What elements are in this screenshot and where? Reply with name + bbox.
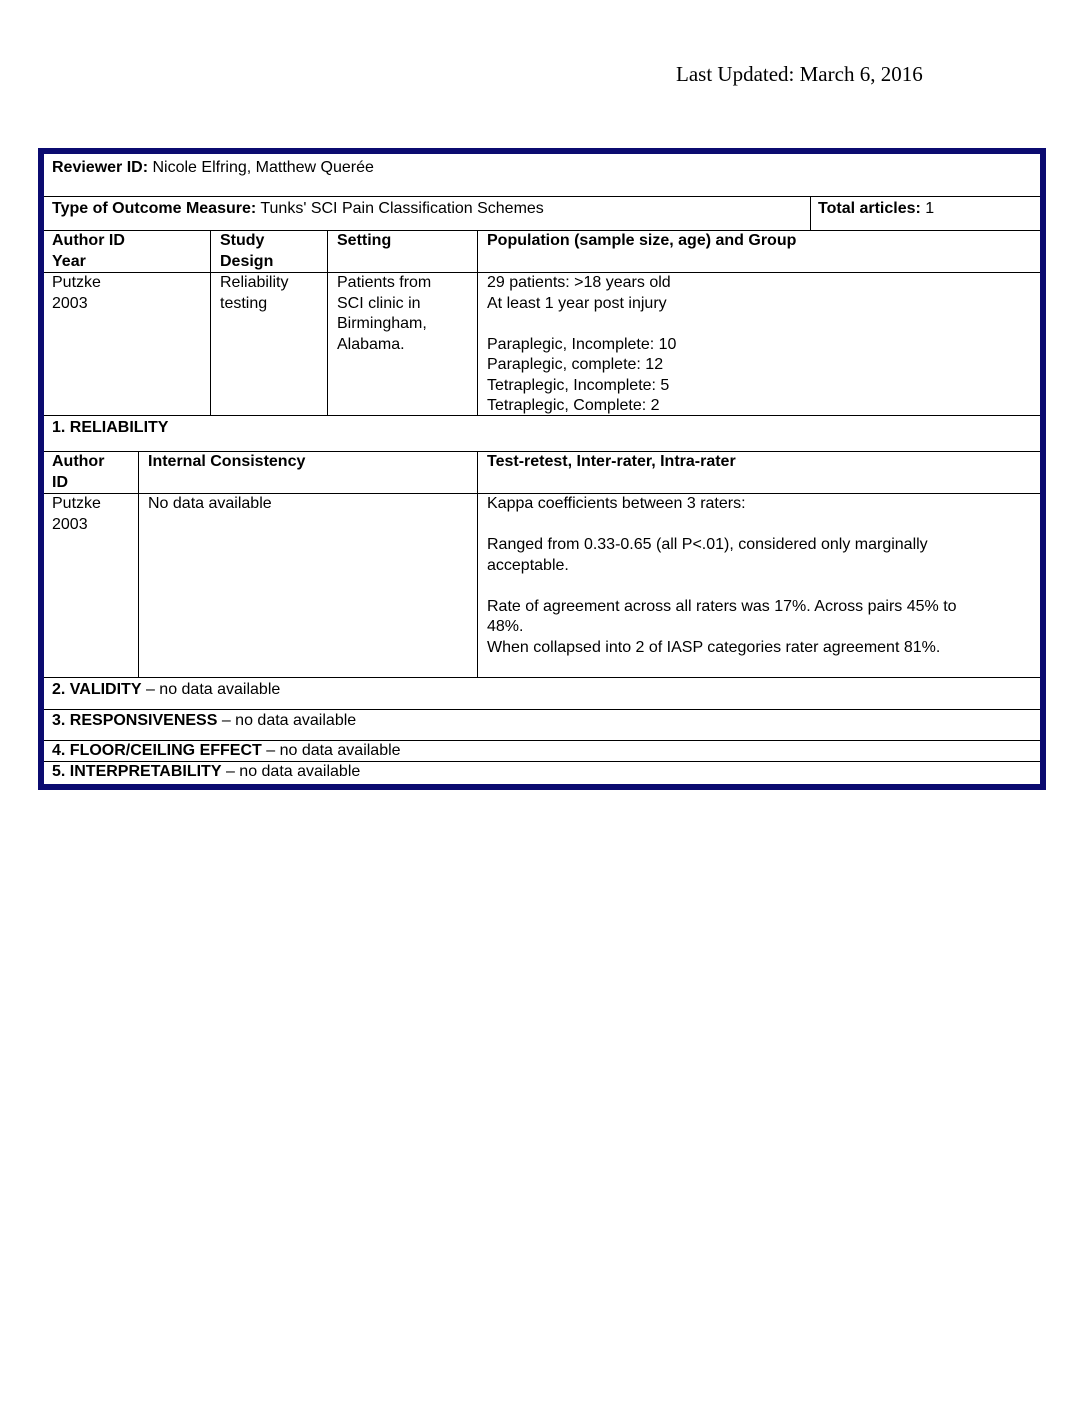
- reviewer-id: [44, 158, 1040, 179]
- setting-line3: Birmingham,: [337, 315, 427, 332]
- outcome-measure-label: Type of Outcome Measure:: [52, 200, 257, 217]
- reliability-internal-value: No data available: [148, 495, 272, 512]
- reliability-header-test-label: Test-retest, Inter-rater, Intra-rater: [487, 453, 736, 470]
- responsiveness-title: 3. RESPONSIVENESS: [52, 712, 218, 729]
- header-population-label: Population (sample size, age) and Group: [487, 232, 797, 249]
- reliability-header-internal: [140, 452, 477, 473]
- reliability-title-label: 1. RELIABILITY: [52, 419, 169, 436]
- study-design-line1: Reliability: [220, 274, 289, 291]
- study-population-cell: [479, 273, 1040, 417]
- header-population: [479, 231, 1040, 252]
- outcome-measure-table: [38, 148, 1046, 790]
- rule: [44, 677, 1040, 678]
- population-line2: At least 1 year post injury: [487, 294, 667, 312]
- validity-section: [44, 680, 1040, 701]
- floor-ceiling-section: [44, 741, 1040, 762]
- rule: [138, 451, 139, 677]
- spacer: [487, 515, 1040, 536]
- reliability-internal-cell: [140, 494, 477, 515]
- outcome-measure-value: Tunks' SCI Pain Classification Schemes: [256, 200, 544, 217]
- header-study-design: [212, 231, 327, 272]
- validity-title: 2. VALIDITY: [52, 681, 142, 698]
- reliability-test-line3b: 48%.: [487, 618, 524, 635]
- reliability-author: Putzke: [52, 495, 101, 512]
- reliability-test-line3a: Rate of agreement across all raters was 17%. Across pairs 45% to: [487, 597, 957, 615]
- setting-line2: SCI clinic in: [337, 294, 421, 312]
- header-author-id: Author ID: [52, 232, 125, 249]
- rule: [477, 451, 478, 677]
- study-design-line2: testing: [220, 294, 268, 312]
- responsiveness-section: [44, 711, 1040, 732]
- reviewer-id-label: Reviewer ID:: [52, 159, 149, 176]
- rule: [327, 230, 328, 415]
- spacer: [487, 314, 1040, 335]
- spacer: [487, 576, 1040, 597]
- reliability-test-line2a: Ranged from 0.33-0.65 (all P<.01), considered only marginally: [487, 536, 928, 553]
- study-year: 2003: [52, 294, 88, 312]
- reliability-test-line1: Kappa coefficients between 3 raters:: [487, 495, 746, 512]
- study-author-cell: [44, 273, 210, 314]
- rule: [44, 709, 1040, 710]
- reliability-header-author: [44, 452, 138, 493]
- outcome-measure-type: [44, 199, 810, 220]
- reliability-header-author-line2: ID: [52, 473, 68, 491]
- study-author: Putzke: [52, 274, 101, 291]
- population-line1: 29 patients: >18 years old: [487, 274, 671, 291]
- reliability-author-cell: [44, 494, 138, 535]
- reliability-header-test: [479, 452, 1040, 473]
- total-articles: [810, 199, 1040, 220]
- study-setting-cell: [329, 273, 477, 355]
- population-line3: Paraplegic, Incomplete: 10: [487, 335, 677, 353]
- population-line5: Tetraplegic, Incomplete: 5: [487, 376, 670, 394]
- total-articles-value: 1: [920, 200, 935, 217]
- header-study-line1: Study: [220, 232, 265, 249]
- responsiveness-note: – no data available: [217, 712, 357, 729]
- interpretability-title: 5. INTERPRETABILITY: [52, 763, 222, 780]
- reliability-header-internal-label: Internal Consistency: [148, 453, 306, 470]
- reliability-title: [44, 418, 1040, 439]
- reviewer-id-value: Nicole Elfring, Matthew Querée: [148, 159, 374, 176]
- reliability-test-cell: [479, 494, 1040, 658]
- total-articles-label: Total articles:: [818, 200, 921, 217]
- study-design-cell: [212, 273, 327, 314]
- setting-line4: Alabama.: [337, 335, 405, 353]
- interpretability-section: [44, 762, 1040, 783]
- header-year: Year: [52, 252, 86, 270]
- header-setting: [329, 231, 477, 252]
- last-updated-date: Last Updated: March 6, 2016: [676, 62, 923, 86]
- floor-ceiling-title: 4. FLOOR/CEILING EFFECT: [52, 742, 262, 759]
- reliability-header-author-line1: Author: [52, 453, 105, 470]
- floor-ceiling-note: – no data available: [261, 742, 401, 759]
- rule: [210, 230, 211, 415]
- header-study-line2: Design: [220, 252, 274, 270]
- reliability-test-line2b: acceptable.: [487, 556, 569, 574]
- setting-line1: Patients from: [337, 274, 432, 291]
- header-author-id-year: [44, 231, 210, 272]
- rule: [44, 196, 1040, 197]
- validity-note: – no data available: [141, 681, 281, 698]
- interpretability-note: – no data available: [221, 763, 361, 780]
- header-setting-label: Setting: [337, 232, 392, 249]
- rule: [477, 230, 478, 415]
- reliability-test-line4: When collapsed into 2 of IASP categories rater agreement 81%.: [487, 638, 941, 656]
- population-line4: Paraplegic, complete: 12: [487, 356, 664, 373]
- population-line6: Tetraplegic, Complete: 2: [487, 397, 660, 414]
- reliability-year: 2003: [52, 515, 88, 533]
